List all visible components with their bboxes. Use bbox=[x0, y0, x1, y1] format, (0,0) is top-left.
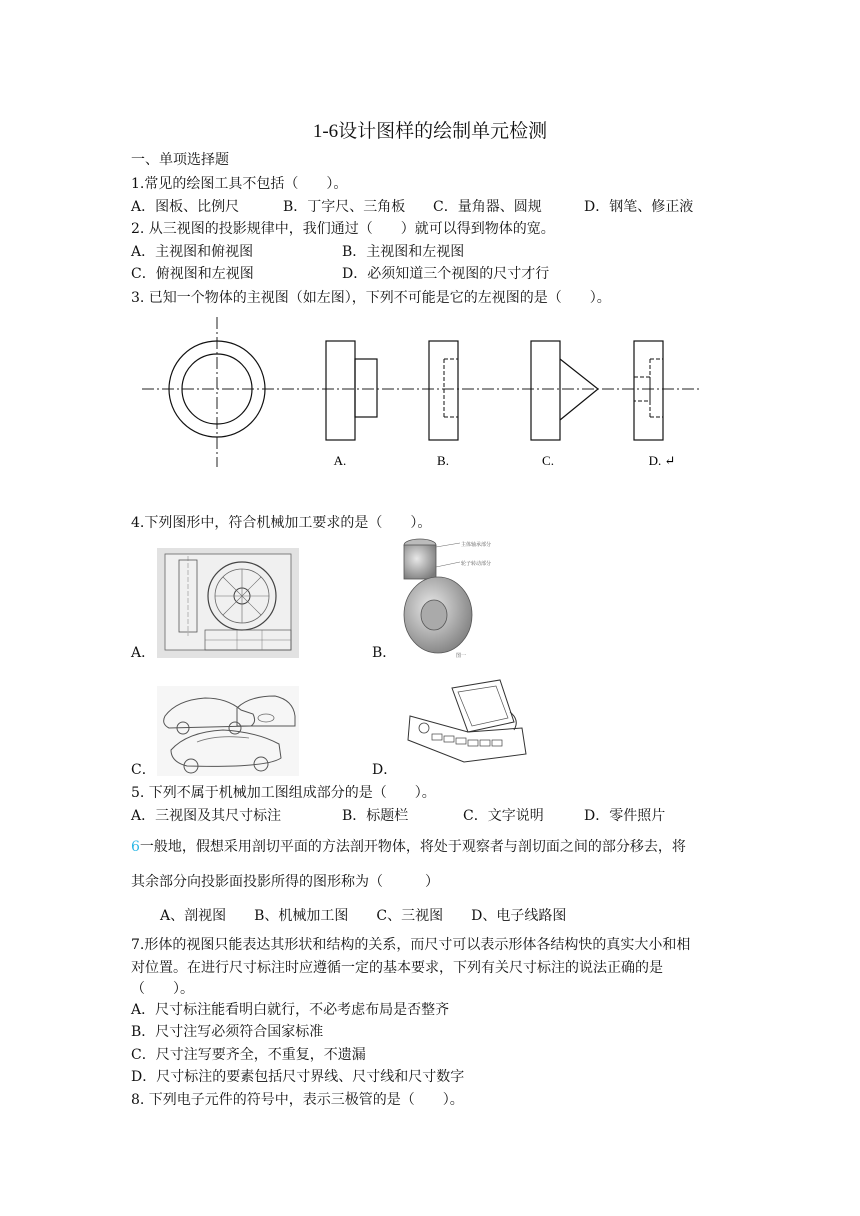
q4-image-b-render bbox=[398, 535, 508, 660]
q1-option-b: B．丁字尺、三角板 bbox=[283, 199, 406, 215]
q4-image-a-drawing bbox=[157, 548, 299, 658]
q3-views-diagram bbox=[130, 312, 720, 477]
q1-option-c: C．量角器、圆规 bbox=[433, 199, 542, 215]
q6-stem-line1 bbox=[131, 837, 686, 857]
page-title: 1-6设计图样的绘制单元检测 bbox=[312, 121, 548, 142]
q6-options: A、剖视图 B、机械加工图 C、三视图 D、电子线路图 bbox=[160, 908, 567, 924]
img-b-label-3: 图一 bbox=[456, 654, 467, 659]
q7-stem-line2: 对位置。在进行尺寸标注时应遵循一定的基本要求，下列有关尺寸标注的说法正确的是 bbox=[131, 960, 663, 976]
q2-option-c: C．俯视图和左视图 bbox=[131, 266, 254, 282]
q2-option-a: A．主视图和俯视图 bbox=[131, 244, 254, 260]
view-d-body bbox=[634, 341, 663, 440]
q4-image-c-car-sketch bbox=[157, 686, 299, 776]
q5-option-b: B．标题栏 bbox=[342, 808, 409, 824]
q7-option-b: B．尺寸注写必须符合国家标准 bbox=[131, 1024, 324, 1040]
q4-option-b: B． bbox=[372, 645, 397, 661]
q7-option-c: C．尺寸注写要齐全，不重复，不遗漏 bbox=[131, 1047, 366, 1063]
q2-stem: 2. 从三视图的投影规律中，我们通过（ ）就可以得到物体的宽。 bbox=[131, 221, 555, 237]
q5-option-c: C．文字说明 bbox=[463, 808, 544, 824]
q8-stem: 8. 下列电子元件的符号中，表示三极管的是（ ）。 bbox=[131, 1092, 464, 1108]
q6-number: 6 bbox=[131, 839, 140, 855]
q4-option-d: D． bbox=[372, 762, 398, 778]
q7-stem-line1: 7.形体的视图只能表达其形状和结构的关系，而尺寸可以表示形体各结构快的真实大小和相 bbox=[131, 937, 691, 953]
label-c: C. bbox=[542, 453, 554, 468]
img-b-label-2: 轮子转动部分 bbox=[461, 562, 492, 567]
view-a-boss bbox=[355, 359, 377, 417]
q4-option-c: C． bbox=[131, 762, 156, 778]
q1-option-d: D．钢笔、修正液 bbox=[584, 199, 694, 215]
view-c-body bbox=[531, 341, 560, 440]
q6-stem-line2: 其余部分向投影面投影所得的图形称为（ ） bbox=[131, 874, 439, 890]
q5-option-d: D．零件照片 bbox=[584, 808, 666, 824]
q4-image-d-phone-patent bbox=[402, 676, 530, 776]
q3-stem: 3. 已知一个物体的主视图（如左图），下列不可能是它的左视图的是（ ）。 bbox=[131, 290, 611, 306]
section-heading: 一、单项选择题 bbox=[131, 152, 229, 168]
q5-option-a: A．三视图及其尺寸标注 bbox=[131, 808, 282, 824]
q4-option-a: A． bbox=[131, 645, 156, 661]
q4-stem: 4.下列图形中，符合机械加工要求的是（ ）。 bbox=[131, 515, 432, 531]
q7-option-d: D．尺寸标注的要素包括尺寸界线、尺寸线和尺寸数字 bbox=[131, 1069, 465, 1085]
q7-option-a: A．尺寸标注能看明白就行，不必考虑布局是否整齐 bbox=[131, 1002, 450, 1018]
img-b-label-1: 主体轴承部分 bbox=[461, 543, 492, 548]
q1-stem: 1.常见的绘图工具不包括（ ）。 bbox=[131, 176, 348, 192]
q1-option-a: A．图板、比例尺 bbox=[131, 199, 240, 215]
q5-stem: 5. 下列不属于机械加工图组成部分的是（ ）。 bbox=[131, 785, 436, 801]
label-d: D. ↵ bbox=[648, 453, 676, 468]
label-b: B. bbox=[437, 453, 449, 468]
q2-option-b: B．主视图和左视图 bbox=[342, 244, 465, 260]
view-a-body bbox=[326, 341, 355, 440]
q6-stem-text: 一般地，假想采用剖切平面的方法剖开物体，将处于观察者与剖切面之间的部分移去，将 bbox=[139, 839, 686, 855]
q2-option-d: D．必须知道三个视图的尺寸才行 bbox=[342, 266, 550, 282]
label-a: A. bbox=[333, 453, 347, 468]
q7-stem-line3: （ ）。 bbox=[131, 981, 194, 997]
